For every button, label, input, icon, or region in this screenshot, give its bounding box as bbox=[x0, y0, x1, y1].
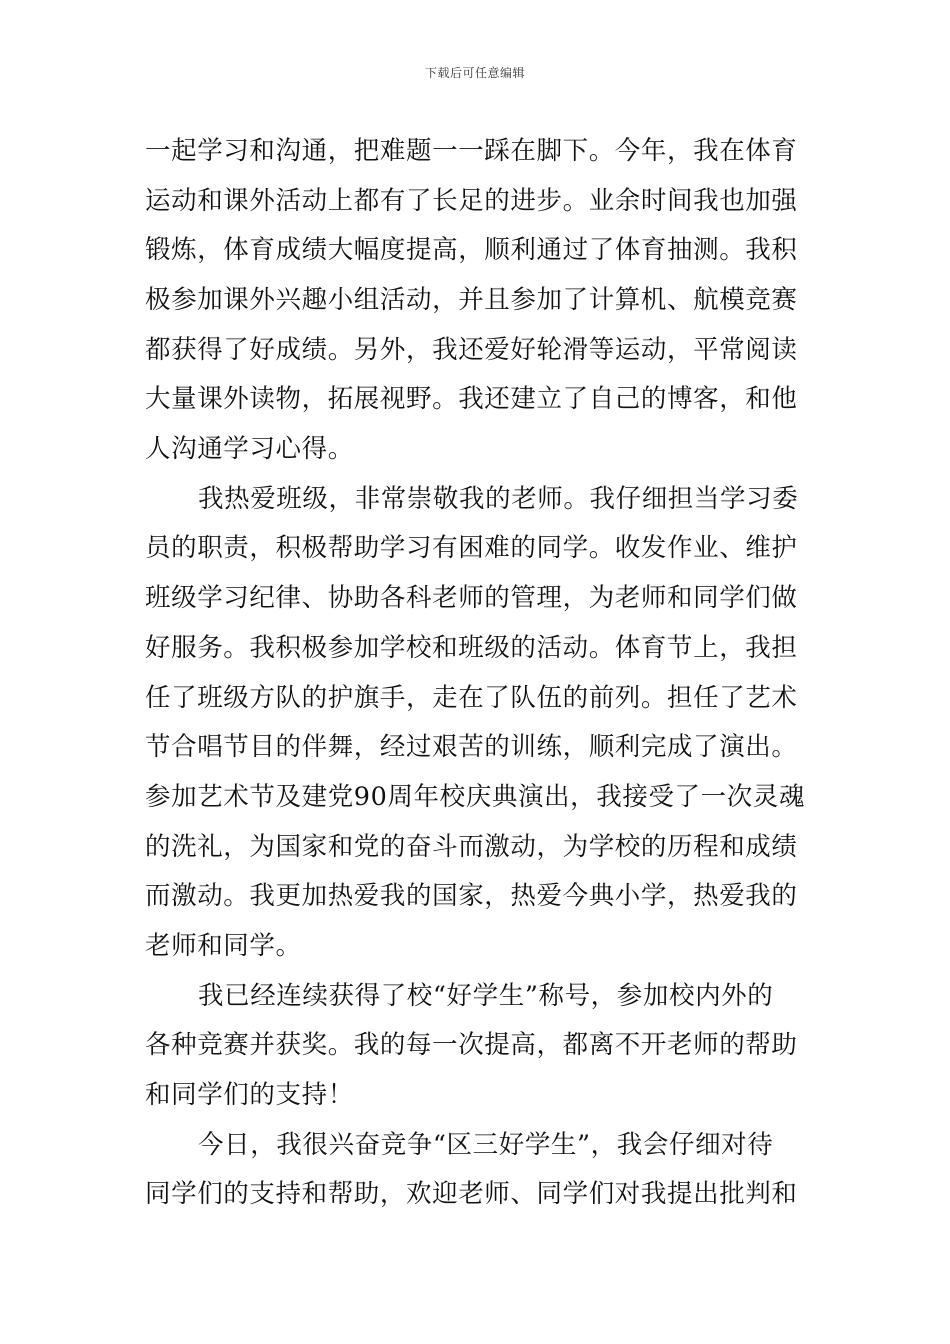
paragraph-first-line: 我热爱班级，非常崇敬我的老师。我仔细担当学习委 bbox=[198, 484, 799, 514]
text-line: 极参加课外兴趣小组活动，并且参加了计算机、航模竞赛 bbox=[145, 285, 798, 315]
text-line: 任了班级方队的护旗手，走在了队伍的前列。担任了艺术 bbox=[145, 683, 798, 713]
text-line: 节合唱节目的伴舞，经过艰苦的训练，顺利完成了演出。 bbox=[145, 732, 798, 762]
text-line: 好服务。我积极参加学校和班级的活动。体育节上，我担 bbox=[145, 633, 798, 663]
text-line: 老师和同学。 bbox=[145, 931, 302, 961]
paragraph-first-line: 今日，我很兴奋竞争“区三好学生”，我会仔细对待 bbox=[198, 1130, 774, 1160]
text-line: 人沟通学习心得。 bbox=[145, 434, 354, 464]
text-line: 同学们的支持和帮助，欢迎老师、同学们对我提出批判和 bbox=[145, 1179, 798, 1209]
header-note: 下载后可任意编辑 bbox=[424, 66, 525, 80]
text-line: 一起学习和沟通，把难题一一踩在脚下。今年，我在体育 bbox=[145, 136, 798, 166]
paragraph-first-line: 我已经连续获得了校“好学生”称号，参加校内外的 bbox=[198, 981, 774, 1011]
text-line: 班级学习纪律、协助各科老师的管理，为老师和同学们做 bbox=[145, 583, 798, 613]
text-line: 都获得了好成绩。另外，我还爱好轮滑等运动，平常阅读 bbox=[145, 335, 798, 365]
text-line: 员的职责，积极帮助学习有困难的同学。收发作业、维护 bbox=[145, 533, 798, 563]
text-line: 和同学们的支持！ bbox=[145, 1080, 354, 1110]
text-line: 运动和课外活动上都有了长足的进步。业余时间我也加强 bbox=[145, 186, 798, 216]
text-line: 参加艺术节及建党90周年校庆典演出，我接受了一次灵魂 bbox=[145, 782, 806, 812]
text-line: 而激动。我更加热爱我的国家，热爱今典小学，热爱我的 bbox=[145, 881, 798, 911]
text-line: 锻炼，体育成绩大幅度提高，顺利通过了体育抽测。我积 bbox=[145, 235, 798, 265]
text-line: 大量课外读物，拓展视野。我还建立了自己的博客，和他 bbox=[145, 384, 798, 414]
text-line: 各种竞赛并获奖。我的每一次提高，都离不开老师的帮助 bbox=[145, 1030, 798, 1060]
text-line: 的洗礼，为国家和党的奋斗而激动，为学校的历程和成绩 bbox=[145, 832, 798, 862]
